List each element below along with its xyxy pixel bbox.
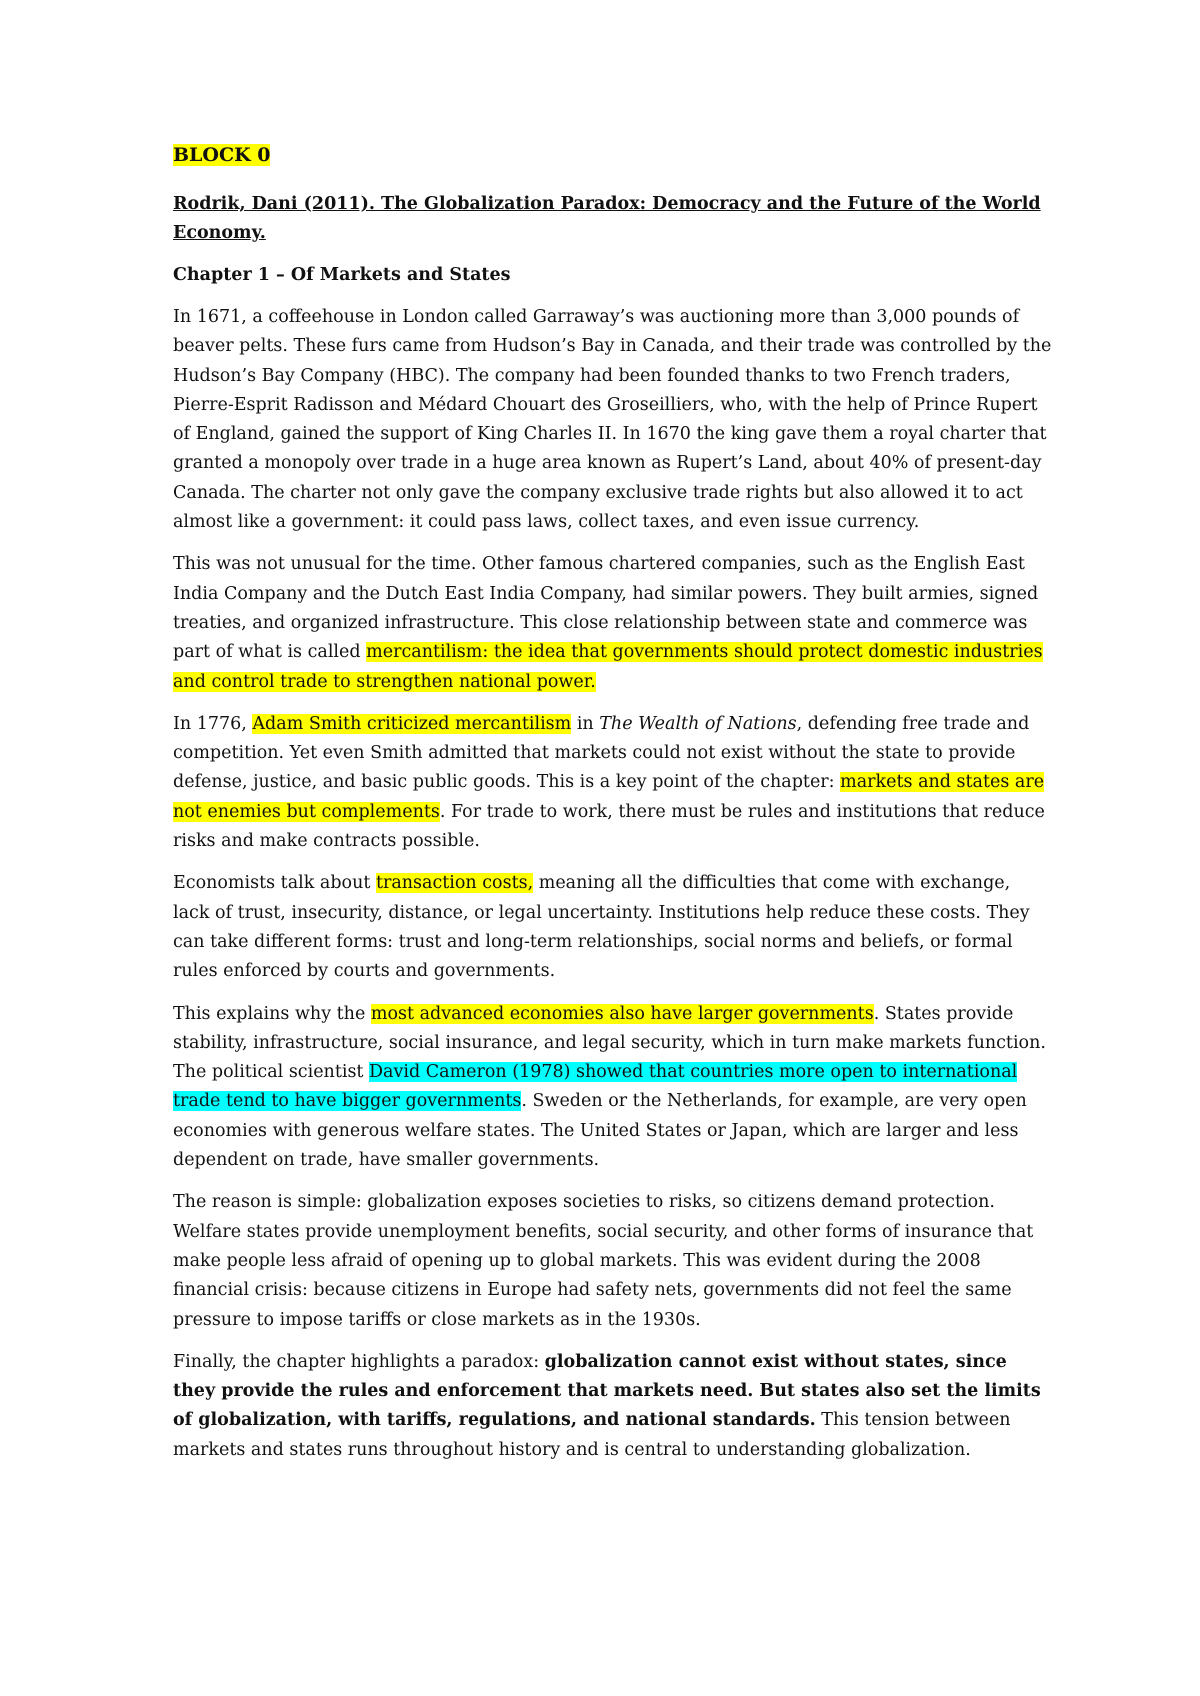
paragraph — [173, 1348, 1052, 1465]
text-run: Finally, the chapter highlights a paradox: — [173, 1351, 545, 1372]
text-run: The reason is simple: globalization exposes societies to risks, so citizens demand protection. Welfare states provide unemployment benefits, social security, and other forms of insurance that make people less afraid of opening up to global markets. This was evident during the 2008 financial crisis: because citizens in Europe had safety nets, governments did not feel the same pressure to impose tariffs or close markets as in the 1930s. — [173, 1192, 1034, 1330]
reference-citation: Rodrik, Dani (2011). The Globalization Paradox: Democracy and the Future of the World Economy. — [173, 194, 1041, 243]
paragraph — [173, 550, 1052, 696]
text-run: In 1671, a coffeehouse in London called Garraway’s was auctioning more than 3,000 pounds of beaver pelts. These furs came from Hudson’s Bay in Canada, and their trade was controlled by the Hudson’s Bay Company (HBC). The company had been founded thanks to two French traders, Pierre-Esprit Radisson and Médard Chouart des Groseilliers, who, with the help of Prince Rupert of England, gained the support of King Charles II. In 1670 the king gave them a royal charter that granted a monopoly over trade in a huge area known as Rupert’s Land, about 40% of present-day Canada. The charter not only gave the company exclusive trade rights but also allowed it to act almost like a government: it could pass laws, collect taxes, and even issue currency. — [173, 307, 1052, 533]
body-text — [173, 303, 1052, 1465]
highlighted-text: markets and states are not enemies but complements — [173, 772, 1045, 822]
paragraph — [173, 1188, 1052, 1334]
text-run: This was not unusual for the time. Other famous chartered companies, such as the English East India Company and the Dutch East India Company, had similar powers. They built armies, signed treaties, and organized infrastructure. This close relationship between state and commerce was part of what is called — [173, 554, 1039, 663]
highlighted-text: Adam Smith criticized mercantilism — [252, 713, 572, 734]
highlighted-text: David Cameron (1978) showed that countries more open to international trade tend to have bigger governments — [173, 1062, 1018, 1112]
text-run: , defending free trade and competition. Yet even Smith admitted that markets could not exist without the state to provide defense, justice, and basic public goods. This is a key point of the chapter: — [173, 713, 1030, 793]
paragraph — [173, 1000, 1052, 1176]
text-run: . States provide stability, infrastructure, social insurance, and legal security, which in turn make markets function. The political scientist — [173, 1003, 1046, 1083]
paragraph — [173, 869, 1052, 986]
text-run: Economists talk about — [173, 873, 376, 894]
block-heading-text: BLOCK 0 — [173, 144, 271, 166]
highlighted-text: mercantilism: the idea that governments should protect domestic industries and control trade to strengthen national power. — [173, 642, 1043, 692]
chapter-title: Chapter 1 – Of Markets and States — [173, 265, 511, 285]
text-run: . Sweden or the Netherlands, for example, are very open economies with generous welfare states. The United States or Japan, which are larger and less dependent on trade, have smaller governments. — [173, 1091, 1027, 1171]
paragraph — [173, 303, 1052, 537]
text-run: In 1776, — [173, 713, 253, 734]
paragraph — [173, 710, 1052, 856]
italic-title: The Wealth of Nations — [599, 713, 797, 734]
block-heading — [173, 142, 1052, 168]
text-run: This tension between markets and states runs throughout history and is central to understanding globalization. — [173, 1410, 1011, 1460]
text-run: in — [571, 713, 600, 734]
text-run: meaning all the difficulties that come with exchange, lack of trust, insecurity, distance, or legal uncertainty. Institutions help reduce these costs. They can take different forms: trust and long-term relationships, social norms and beliefs, or formal rules enforced by courts and governments. — [173, 873, 1030, 982]
text-run: This explains why the — [173, 1003, 371, 1024]
bold-text: globalization cannot exist without states, since they provide the rules and enforcement that markets need. But states also set the limits of globalization, with tariffs, regulations, and national standards. — [173, 1351, 1041, 1431]
highlighted-text: transaction costs, — [375, 873, 534, 894]
highlighted-text: most advanced economies also have larger governments — [370, 1003, 874, 1024]
text-run: . For trade to work, there must be rules and institutions that reduce risks and make contracts possible. — [173, 801, 1045, 852]
